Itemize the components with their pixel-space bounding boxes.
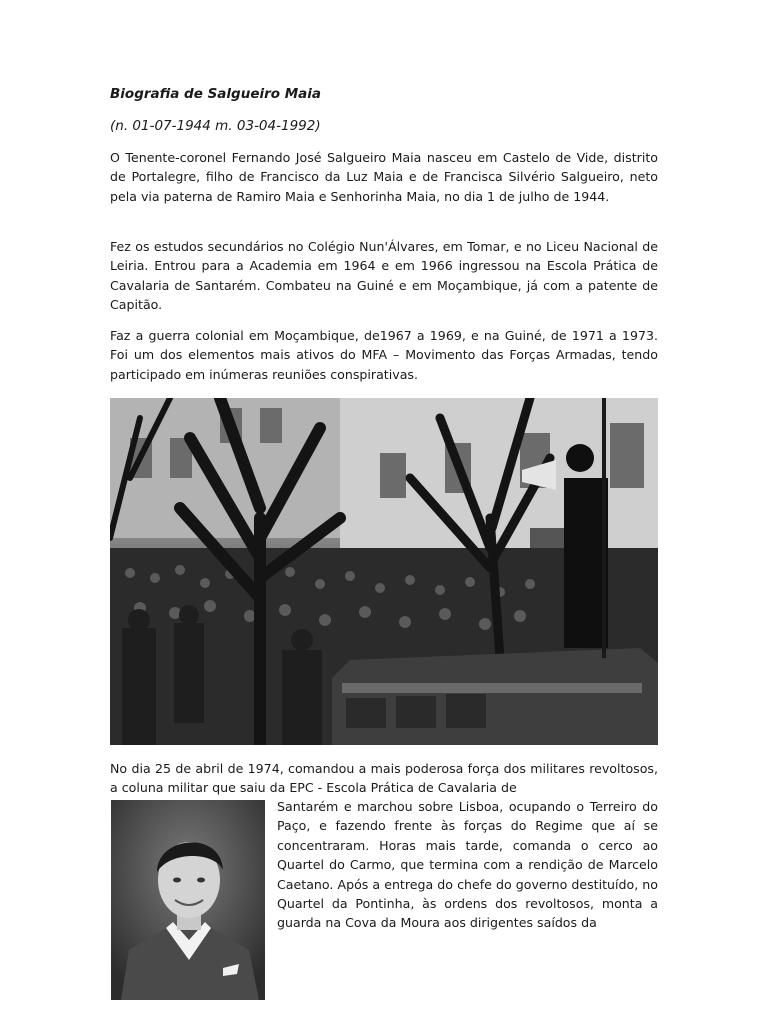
paragraph-colonial-war: Faz a guerra colonial em Moçambique, de1967 a 1969, e na Guiné, de 1971 a 1973. Foi um dos elementos mais ativos do MFA – Movimento das Forças Armadas, tendo participado em inúmeras reuniões conspirativas. [110, 328, 658, 382]
life-dates: (n. 01-07-1944 m. 03-04-1992) [110, 118, 321, 134]
soldier-left-1 [122, 628, 156, 745]
document-title: Biografia de Salgueiro Maia [110, 86, 322, 102]
paragraph-april-25-continued: Santarém e marchou sobre Lisboa, ocupando o Terreiro do Paço, e fazendo frente às forças do Regime que aí se concentraram. Horas mais tarde, comanda o cerco ao Quartel do Carmo, que termina com a rendição de Marcelo Caetano. Após a entrega do chefe do governo destituído, no Quartel da Pontinha, às ordens dos revoltosos, monta a guarda na Cova da Moura aos dirigentes saídos da [277, 799, 658, 931]
childhood-portrait [111, 800, 265, 1000]
paragraph-education: Fez os estudos secundários no Colégio Nun'Álvares, em Tomar, e no Liceu Nacional de Leiria. Entrou para a Academia em 1964 e em 1966 ingressou na Escola Prática de Cavalaria de Santarém. Combateu na Guiné e em Moçambique, já com a patente de Capitão. [110, 239, 658, 313]
armored-vehicle [332, 648, 658, 745]
man-center [282, 650, 322, 745]
officer-with-megaphone [564, 478, 608, 648]
soldier-left-2 [174, 623, 204, 723]
crowd-photo [110, 398, 658, 745]
paragraph-april-25-lead: No dia 25 de abril de 1974, comandou a mais poderosa força dos militares revoltosos, a coluna militar que saiu da EPC - Escola Prática de Cavalaria de [110, 761, 658, 796]
paragraph-birth: O Tenente-coronel Fernando José Salgueiro Maia nasceu em Castelo de Vide, distrito de Portalegre, filho de Francisco da Luz Maia e de Francisca Silvério Salgueiro, neto pela via paterna de Ramiro Maia e Senhorinha Maia, no dia 1 de julho de 1944. [110, 150, 658, 204]
